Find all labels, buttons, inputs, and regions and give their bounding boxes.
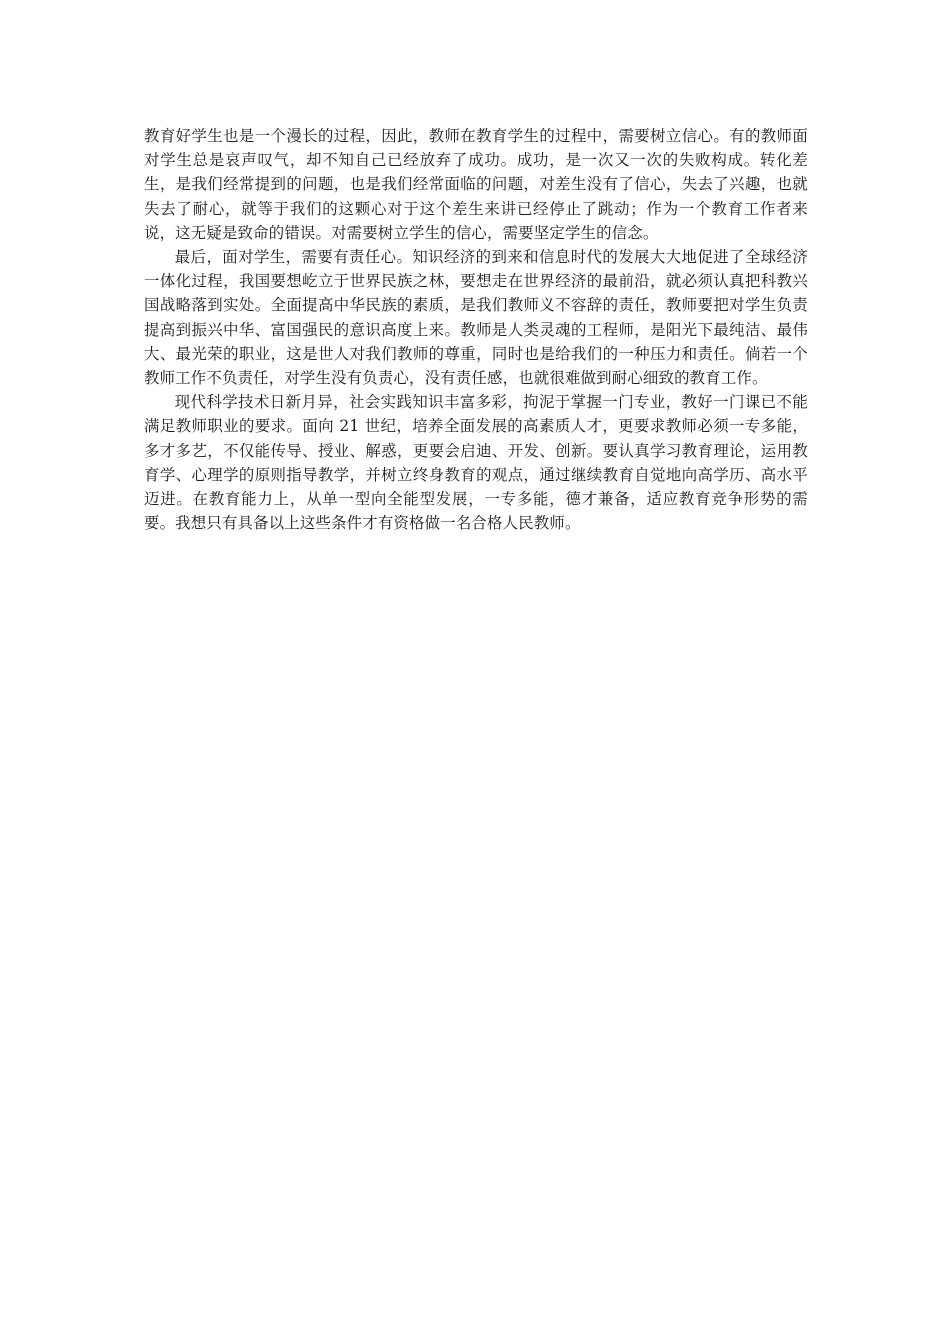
paragraph-confidence: 教育好学生也是一个漫长的过程，因此，教师在教育学生的过程中，需要树立信心。有的教师面对学生总是哀声叹气，却不知自己已经放弃了成功。成功，是一次又一次的失败构成。转化差生，是我们经常提到的问题，也是我们经常面临的问题，对差生没有了信心，失去了兴趣，也就失去了耐心，就等于我们的这颗心对于这个差生来讲已经停止了跳动；作为一个教育工作者来说，这无疑是致命的错误。对需要树立学生的信心，需要坚定学生的信念。 [144, 127, 808, 242]
paragraph-responsibility: 最后，面对学生，需要有责任心。知识经济的到来和信息时代的发展大大地促进了全球经济一体化过程，我国要想屹立于世界民族之林，要想走在世界经济的最前沿，就必须认真把科教兴国战略落到实处。全面提高中华民族的素质，是我们教师义不容辞的责任，教师要把对学生负责提高到振兴中华、富国强民的意识高度上来。教师是人类灵魂的工程师，是阳光下最纯洁、最伟大、最光荣的职业，这是世人对我们教师的尊重，同时也是给我们的一种压力和责任。倘若一个教师工作不负责任，对学生没有负责心，没有责任感，也就很难做到耐心细致的教育工作。 [144, 248, 808, 388]
document-body [144, 124, 808, 535]
paragraph-professional-development: 现代科学技术日新月异，社会实践知识丰富多彩，拘泥于掌握一门专业，教好一门课已不能满足教师职业的要求。面向 21 世纪，培养全面发展的高素质人才，更要求教师必须一专多能，多才多艺，不仅能传导、授业、解惑，更要会启迪、开发、创新。要认真学习教育理论，运用教育学、心理学的原则指导教学，并树立终身教育的观点，通过继续教育自觉地向高学历、高水平迈进。在教育能力上，从单一型向全能型发展，一专多能，德才兼备，适应教育竞争形势的需要。我想只有具备以上这些条件才有资格做一名合格人民教师。 [144, 393, 808, 533]
